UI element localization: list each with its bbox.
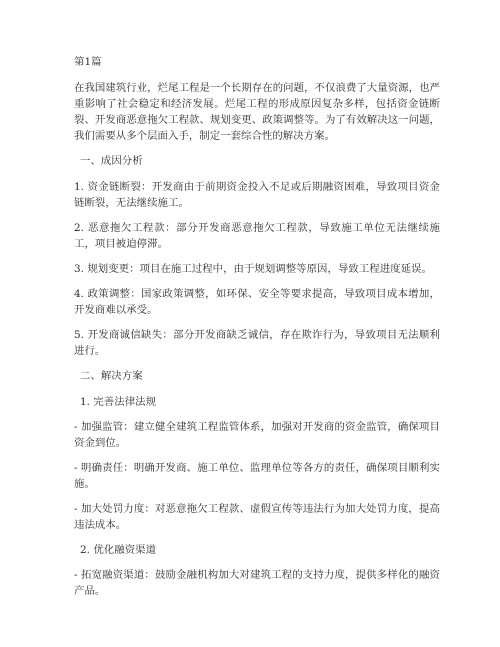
solution-item: - 明确责任：明确开发商、施工单位、监理单位等各方的责任，确保项目顺利实施。 — [74, 462, 440, 490]
section-heading-causes: 一、成因分析 — [80, 155, 143, 167]
cause-item: 1. 资金链断裂：开发商由于前期资金投入不足或后期融资困难，导致项目资金链断裂，无法继续施工。 — [74, 181, 440, 209]
solution-item: - 拓宽融资渠道：鼓励金融机构加大对建筑工程的支持力度，提供多样化的融资产品。 — [74, 569, 440, 597]
document-body — [74, 54, 440, 608]
cause-item: 4. 政策调整：国家政策调整，如环保、安全等要求提高，导致项目成本增加，开发商难以承受。 — [74, 288, 440, 316]
subsection-heading-laws: 1. 完善法律法规 — [80, 396, 157, 408]
cause-item: 3. 规划变更：项目在施工过程中，由于规划调整等原因，导致工程进度延误。 — [74, 263, 432, 275]
page-label: 第1篇 — [74, 56, 102, 68]
intro-paragraph: 在我国建筑行业，烂尾工程是一个长期存在的问题，不仅浪费了大量资源，也严重影响了社会稳定和经济发展。烂尾工程的形成原因复杂多样，包括资金链断裂、开发商恶意拖欠工程款、规划变更、政策调整等。为了有效解决这一问题，我们需要从多个层面入手，制定一套综合性的解决方案。 — [74, 82, 440, 142]
solution-item: - 加大处罚力度：对恶意拖欠工程款、虚假宣传等违法行为加大处罚力度，提高违法成本。 — [74, 503, 440, 531]
cause-item: 5. 开发商诚信缺失：部分开发商缺乏诚信，存在欺诈行为，导致项目无法顺利进行。 — [74, 329, 440, 357]
subsection-heading-financing: 2. 优化融资渠道 — [80, 544, 157, 556]
section-heading-solutions: 二、解决方案 — [80, 370, 143, 382]
cause-item: 2. 恶意拖欠工程款：部分开发商恶意拖欠工程款，导致施工单位无法继续施工，项目被迫停滞。 — [74, 222, 440, 250]
solution-item: - 加强监管：建立健全建筑工程监管体系，加强对开发商的资金监管，确保项目资金到位。 — [74, 421, 440, 449]
